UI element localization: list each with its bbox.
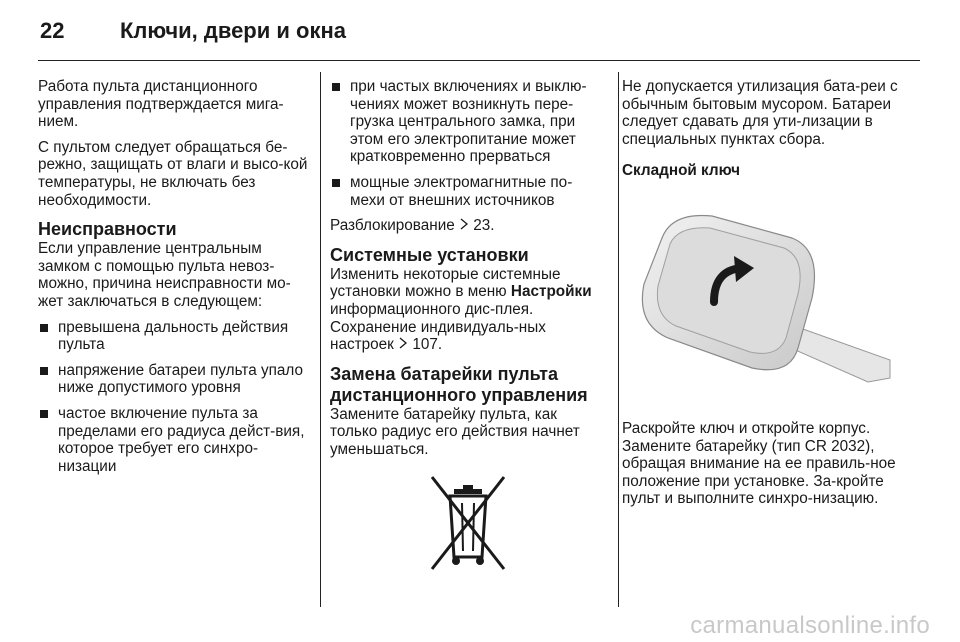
list-item: [38, 405, 308, 475]
page-header: [0, 0, 960, 62]
bullet-icon: [332, 179, 340, 187]
settings-menu-name: Настройки: [510, 283, 592, 301]
list-item: [38, 319, 308, 354]
ref-arrow-icon: [398, 337, 408, 349]
unlock-label: Разблокирование: [330, 217, 455, 235]
paragraph-remote-confirm: Работа пульта дистанционного управления подтверждается мига-нием.: [38, 78, 284, 131]
list-item: [330, 78, 606, 166]
bullet-icon: [332, 83, 340, 91]
page-number: 22: [40, 18, 65, 43]
fault-list: [38, 319, 308, 476]
bullet-icon: [40, 324, 48, 332]
crossed-out-bin-icon: [428, 473, 508, 577]
bullet-icon: [40, 410, 48, 418]
column-divider-2: [618, 72, 619, 607]
fault-list-cont: [330, 78, 606, 209]
unlock-page-link[interactable]: 23.: [473, 217, 495, 235]
heading-faults: Неисправности: [38, 219, 177, 240]
paragraph-battery: Замените батарейку пульта, как только радиус его действия начнет уменьшаться.: [330, 405, 580, 458]
column-3: [622, 78, 912, 516]
heading-battery-replace: Замена батарейки пульта дистанционного управления: [330, 363, 588, 405]
column-1: [38, 78, 308, 483]
watermark: carmanualsonline.info: [690, 612, 930, 639]
ref-arrow-icon: [459, 218, 469, 230]
list-item-text: при частых включениях и выклю-чениях может возникнуть пере-грузка центрального замка, при этом его электропитание может кратковременно прерваться: [350, 78, 587, 166]
list-item-text: напряжение батареи пульта упало ниже допустимого уровня: [58, 361, 304, 397]
paragraph-battery-steps: Раскройте ключ и откройте корпус. Замените батарейку (тип CR 2032), обращая внимание на ее правиль-ное положение при установке. За-кройте пульт и выполните синхро-низацию.: [622, 419, 896, 508]
bullet-icon: [40, 367, 48, 375]
settings-text-b: информационного дис-плея. Сохранение индивидуаль-ных настроек: [330, 300, 546, 354]
list-item-text: частое включение пульта за пределами его радиуса дейст-вия, которое требует его синхро-низации: [58, 404, 305, 475]
folding-key-illustration: [622, 198, 904, 408]
paragraph-settings: [330, 266, 606, 354]
heading-system-settings: Системные установки: [330, 244, 529, 265]
list-item-text: превышена дальность действия пульта: [58, 318, 289, 354]
unlock-reference: [330, 217, 606, 235]
column-2: [330, 78, 606, 581]
chapter-title: Ключи, двери и окна: [120, 18, 346, 43]
heading-folding-key: Складной ключ: [622, 162, 740, 180]
settings-text-a: Изменить некоторые системные установки можно в меню: [330, 265, 561, 301]
settings-page-link[interactable]: 107.: [412, 336, 443, 354]
header-rule: [38, 60, 920, 61]
column-divider-1: [320, 72, 321, 607]
list-item: [330, 174, 606, 209]
recycle-symbol-wrap: [330, 473, 606, 582]
paragraph-remote-care: С пультом следует обращаться бе-режно, защищать от влаги и высо-кой температуры, не включать без необходимости.: [38, 138, 308, 209]
paragraph-faults: Если управление центральным замком с помощью пульта невоз-можно, причина неисправности мо-жет заключаться в следующем:: [38, 240, 291, 310]
list-item: [38, 362, 308, 397]
paragraph-disposal: Не допускается утилизация бата-реи с обычным бытовым мусором. Батареи следует сдавать для ути-лизации в специальных пунктах сбора.: [622, 78, 898, 148]
list-item-text: мощные электромагнитные по-мехи от внешних источников: [350, 173, 573, 209]
folding-key-icon: [622, 198, 904, 408]
